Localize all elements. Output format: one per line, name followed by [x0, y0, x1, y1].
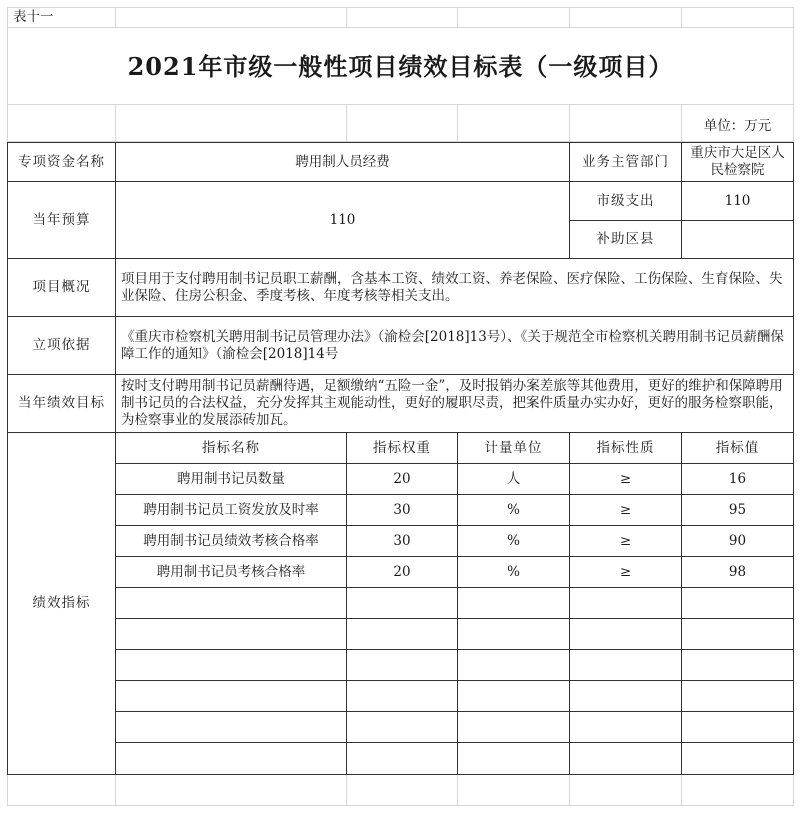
grid-cell [681, 774, 794, 806]
indicator-cell [569, 494, 682, 526]
grid-cell [346, 7, 458, 28]
indicator-cell [346, 742, 458, 775]
indicator-cell-text: % [507, 563, 520, 580]
dept-label [569, 142, 682, 182]
indicator-cell-text: ≥ [619, 470, 632, 487]
overview-text [115, 258, 794, 317]
grid-cell [569, 7, 682, 28]
indicator-cell-text: ≥ [619, 563, 632, 580]
indicator-cell [115, 587, 347, 619]
indicator-cell [681, 680, 794, 712]
indicator-cell [681, 556, 794, 588]
indicator-cell-text: 20 [393, 470, 411, 487]
table-number [7, 7, 116, 28]
indicator-cell [115, 742, 347, 775]
indicator-cell [457, 556, 570, 588]
indicator-header-text: 指标名称 [202, 439, 260, 456]
indicator-header [681, 432, 794, 464]
indicator-header-text: 指标值 [715, 439, 760, 456]
grid-cell [457, 774, 570, 806]
budget-label [7, 181, 116, 259]
page-title [7, 27, 794, 105]
indicator-header [115, 432, 347, 464]
indicator-cell-text: 95 [728, 501, 747, 518]
city-expense-label-text: 市级支出 [596, 192, 655, 209]
indicator-cell [457, 649, 570, 681]
indicator-cell-text: 30 [393, 501, 411, 518]
dept-value [681, 142, 794, 182]
city-expense-value [681, 181, 794, 221]
indicator-cell [115, 525, 347, 557]
grid-cell [346, 104, 458, 142]
indicator-cell [346, 618, 458, 650]
table-number-text: 表十一 [13, 9, 54, 25]
indicator-cell [569, 618, 682, 650]
grid-cell [457, 104, 570, 142]
dept-label-text: 业务主管部门 [582, 153, 669, 170]
indicator-cell [115, 680, 347, 712]
budget-value [115, 181, 570, 259]
indicator-cell-text: 聘用制书记员考核合格率 [156, 563, 306, 580]
indicator-cell [457, 742, 570, 775]
grid-cell [457, 7, 570, 28]
goal-text-text: 按时支付聘用制书记员薪酬待遇，足额缴纳“五险一金”，及时报销办案差旅等其他费用，更好的维护和保障聘用制书记员的合法权益，充分发挥其主观能动性，更好的履职尽责，把案件质量办实办好，更好的服务检察职能，为检察事业的发展添砖加瓦。 [121, 378, 783, 428]
indicator-cell [115, 556, 347, 588]
indicator-cell [681, 494, 794, 526]
indicator-header-text: 计量单位 [484, 439, 543, 456]
indicator-cell-text: 聘用制书记员数量 [177, 470, 285, 487]
basis-text-text: 《重庆市检察机关聘用制书记员管理办法》（渝检会[2018]13号）、《关于规范全市检察机关聘用制书记员薪酬保障工作的通知》（渝检会[2018]14号 [121, 328, 784, 362]
indicator-cell [569, 463, 682, 495]
indicator-cell [457, 587, 570, 619]
indicator-cell [681, 463, 794, 495]
indicator-cell [681, 618, 794, 650]
indicator-cell [346, 711, 458, 743]
unit-label [681, 104, 794, 142]
indicator-cell [569, 525, 682, 557]
goal-text [115, 374, 794, 433]
indicator-cell [346, 587, 458, 619]
goal-label-text: 当年绩效目标 [18, 395, 105, 411]
indicator-header-text: 指标权重 [373, 439, 431, 456]
indicator-header [346, 432, 458, 464]
fund-name-label-text: 专项资金名称 [18, 153, 105, 170]
page-title-text: 2021年市级一般性项目绩效目标表（一级项目） [127, 51, 674, 81]
indicator-cell [115, 711, 347, 743]
indicator-header-text: 指标性质 [596, 439, 655, 456]
grid-cell [115, 7, 347, 28]
indicator-cell [115, 618, 347, 650]
indicator-cell-text: ≥ [619, 532, 632, 549]
indicator-cell [115, 463, 347, 495]
indicators-label-text: 绩效指标 [32, 595, 91, 611]
goal-label [7, 374, 116, 433]
indicator-cell-text: 16 [728, 470, 747, 487]
overview-label-text: 项目概况 [32, 279, 91, 295]
grid-cell [681, 7, 794, 28]
dept-value-text: 重庆市大足区人民检察院 [690, 145, 785, 178]
city-expense-label [569, 181, 682, 221]
indicator-cell [457, 525, 570, 557]
indicator-cell [346, 494, 458, 526]
indicators-label [7, 432, 116, 775]
indicator-cell-text: 20 [393, 563, 411, 580]
indicator-cell [346, 525, 458, 557]
indicator-cell [346, 556, 458, 588]
indicator-cell [457, 494, 570, 526]
basis-text [115, 316, 794, 375]
indicator-cell-text: 聘用制书记员工资发放及时率 [143, 501, 319, 518]
indicator-cell [569, 649, 682, 681]
grid-cell [7, 774, 116, 806]
indicator-cell-text: ≥ [619, 501, 632, 518]
indicator-cell [115, 649, 347, 681]
indicator-cell-text: 30 [393, 532, 411, 549]
indicator-cell [681, 711, 794, 743]
grid-cell [7, 104, 116, 142]
indicator-cell-text: % [507, 501, 520, 518]
fund-name-label [7, 142, 116, 182]
subsidy-value [681, 220, 794, 259]
indicator-cell [346, 649, 458, 681]
indicator-header [457, 432, 570, 464]
indicator-cell-text: 98 [728, 563, 747, 580]
indicator-cell [457, 618, 570, 650]
grid-cell [115, 774, 347, 806]
indicator-cell-text: 90 [728, 532, 747, 549]
fund-name-value-text: 聘用制人员经费 [295, 153, 390, 170]
indicator-cell [681, 742, 794, 775]
subsidy-label [569, 220, 682, 259]
basis-label [7, 316, 116, 375]
indicator-cell [569, 680, 682, 712]
fund-name-value [115, 142, 570, 182]
indicator-cell [346, 463, 458, 495]
indicator-cell-text: 人 [506, 470, 521, 487]
indicator-cell [569, 742, 682, 775]
indicator-cell [457, 680, 570, 712]
grid-cell [569, 104, 682, 142]
basis-label-text: 立项依据 [32, 337, 91, 353]
grid-cell [569, 774, 682, 806]
indicator-cell [457, 711, 570, 743]
subsidy-label-text: 补助区县 [596, 231, 655, 247]
overview-text-text: 项目用于支付聘用制书记员职工薪酬，含基本工资、绩效工资、养老保险、医疗保险、工伤保险、生育保险、失业保险、住房公积金、季度考核、年度考核等相关支出。 [121, 270, 783, 304]
overview-label [7, 258, 116, 317]
indicator-cell [115, 494, 347, 526]
indicator-cell [681, 525, 794, 557]
indicator-cell [569, 556, 682, 588]
city-expense-value-text: 110 [724, 192, 751, 209]
budget-label-text: 当年预算 [32, 211, 91, 228]
indicator-header [569, 432, 682, 464]
grid-cell [346, 774, 458, 806]
indicator-cell-text: 聘用制书记员绩效考核合格率 [143, 532, 319, 549]
indicator-cell [681, 649, 794, 681]
indicator-cell [569, 711, 682, 743]
budget-value-text: 110 [329, 211, 356, 228]
indicator-cell [346, 680, 458, 712]
unit-label-text: 单位：万元 [703, 118, 772, 134]
grid-cell [115, 104, 347, 142]
indicator-cell [457, 463, 570, 495]
indicator-cell [681, 587, 794, 619]
indicator-cell [569, 587, 682, 619]
indicator-cell-text: % [507, 532, 520, 549]
